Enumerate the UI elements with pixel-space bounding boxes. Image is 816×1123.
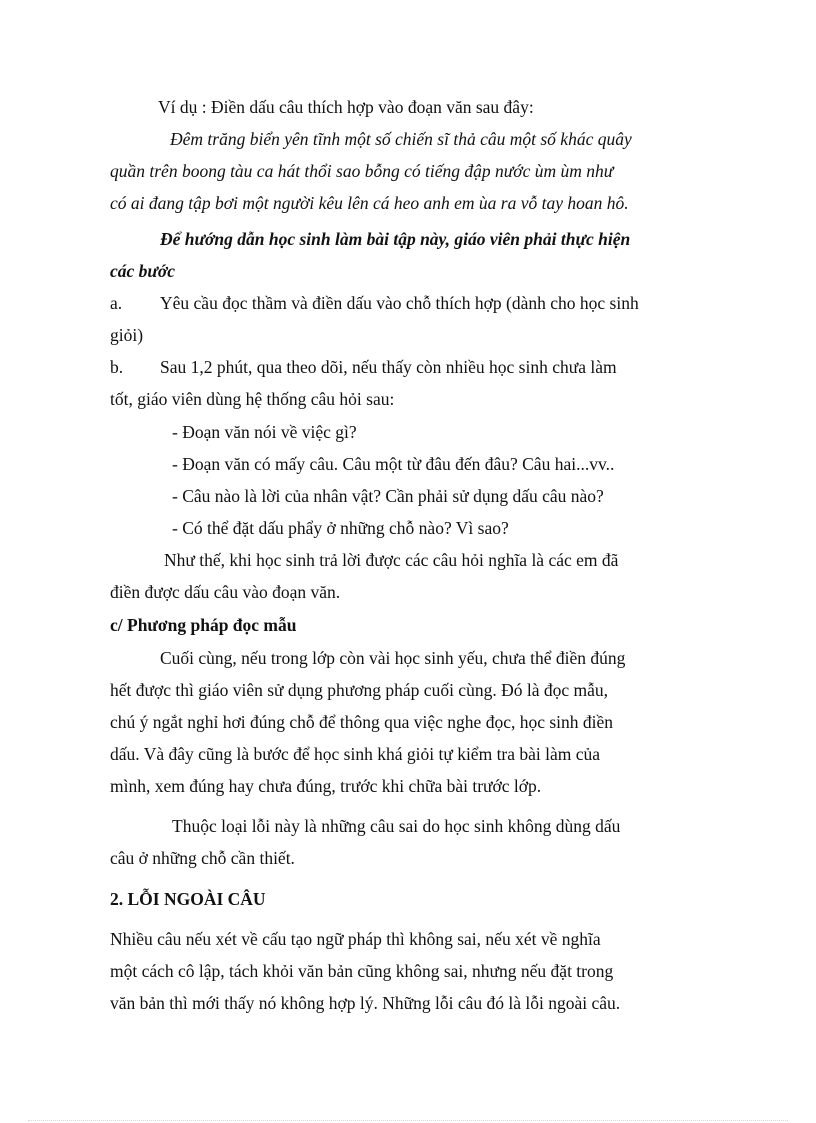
method-c-line: dấu. Và đây cũng là bước để học sinh khá giỏi tự kiểm tra bài làm của [110,744,601,764]
example-intro: Ví dụ : Điền dấu câu thích hợp vào đoạn văn sau đây: [158,97,534,117]
question-item: - Câu nào là lời của nhân vật? Cần phải sử dụng dấu câu nào? [172,486,604,506]
question-item: - Có thể đặt dấu phẩy ở những chỗ nào? Vì sao? [172,518,509,538]
guidance-line-2: các bước [110,261,176,281]
method-c-line: hết được thì giáo viên sử dụng phương pháp cuối cùng. Đó là đọc mẫu, [110,680,608,700]
section-2-heading: 2. LỖI NGOÀI CÂU [110,889,266,909]
section-2-line: Nhiều câu nếu xét về cấu tạo ngữ pháp thì không sai, nếu xét về nghĩa [110,929,601,949]
step-a-marker: a. [110,293,123,313]
method-c-line: chú ý ngắt nghỉ hơi đúng chỗ để thông qua việc nghe đọc, học sinh điền [110,712,614,732]
example-passage-line-3: có ai đang tập bơi một người kêu lên cá heo anh em ùa ra vỗ tay hoan hô. [110,193,629,213]
conclusion-line-2: điền được dấu câu vào đoạn văn. [110,582,341,602]
example-passage-line-1: Đêm trăng biển yên tĩnh một số chiến sĩ thả câu một số khác quây [170,129,632,149]
summary-line-1: Thuộc loại lỗi này là những câu sai do học sinh không dùng dấu [172,816,621,836]
page-bottom-divider [28,1120,788,1121]
question-item: - Đoạn văn nói về việc gì? [172,422,357,442]
step-b-marker: b. [110,357,124,377]
section-2-line: một cách cô lập, tách khỏi văn bản cũng không sai, nhưng nếu đặt trong [110,961,614,981]
conclusion-line-1: Như thế, khi học sinh trả lời được các câu hỏi nghĩa là các em đã [164,550,619,570]
guidance-line-1: Để hướng dẫn học sinh làm bài tập này, giáo viên phải thực hiện [160,229,631,249]
step-a-line-2: giỏi) [110,325,144,345]
question-item: - Đoạn văn có mấy câu. Câu một từ đâu đến đâu? Câu hai...vv.. [172,454,615,474]
step-b-line-1: Sau 1,2 phút, qua theo dõi, nếu thấy còn nhiều học sinh chưa làm [160,357,617,377]
step-b-line-2: tốt, giáo viên dùng hệ thống câu hỏi sau: [110,389,395,409]
method-c-heading: c/ Phương pháp đọc mẫu [110,615,297,635]
step-a-line-1: Yêu cầu đọc thầm và điền dấu vào chỗ thích hợp (dành cho học sinh [160,293,639,313]
example-passage-line-2: quần trên boong tàu ca hát thổi sao bỗng có tiếng đập nước ùm ùm như [110,161,614,181]
summary-line-2: câu ở những chỗ cần thiết. [110,848,295,868]
method-c-line: mình, xem đúng hay chưa đúng, trước khi chữa bài trước lớp. [110,776,542,796]
section-2-line: văn bản thì mới thấy nó không hợp lý. Những lỗi câu đó là lỗi ngoài câu. [110,993,621,1013]
method-c-line: Cuối cùng, nếu trong lớp còn vài học sinh yếu, chưa thể điền đúng [160,648,626,668]
